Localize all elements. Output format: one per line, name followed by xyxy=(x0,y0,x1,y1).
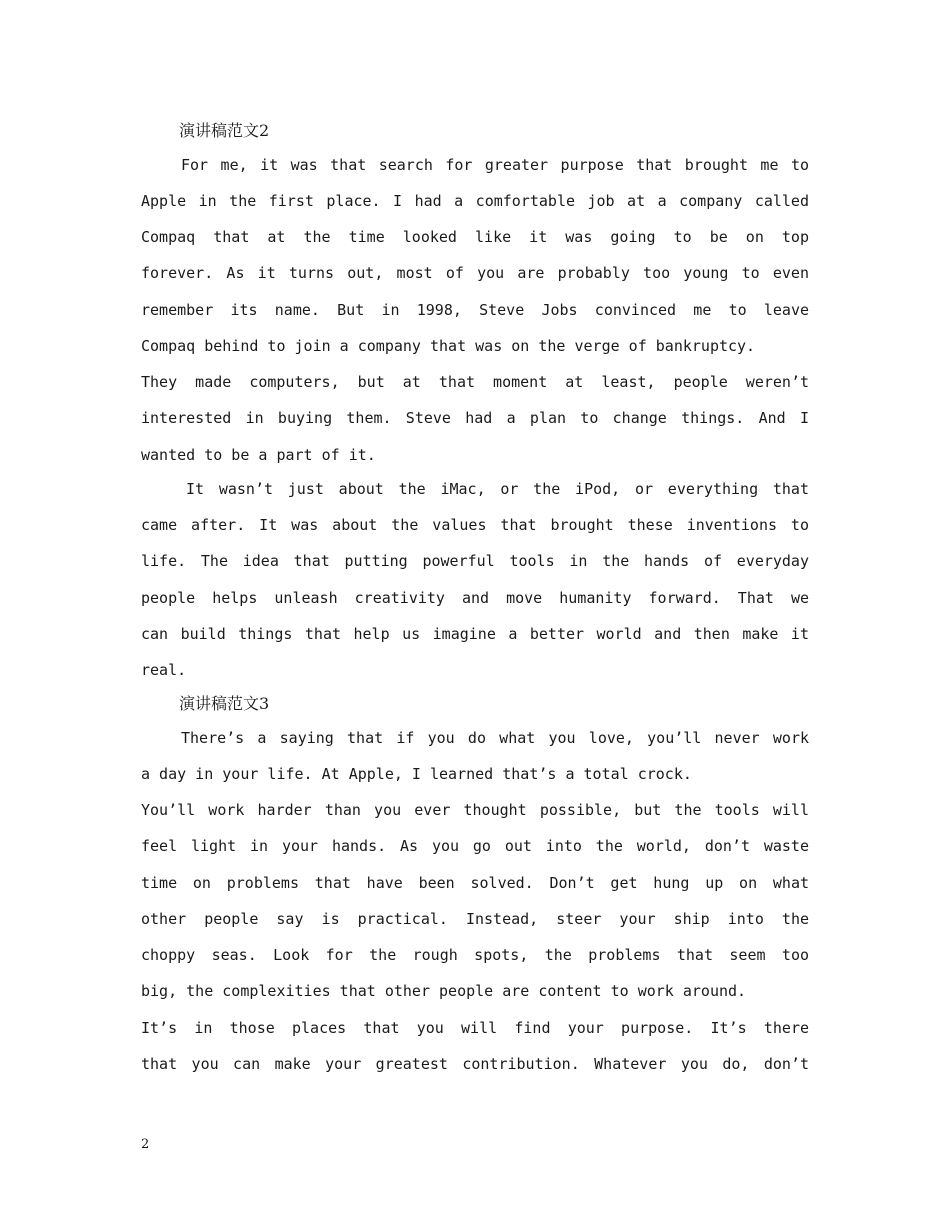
text-line: It wasn’t just about the iMac, or the iPod, or everything that xyxy=(186,480,809,498)
text-line: Apple in the first place. I had a comfortable job at a company called xyxy=(141,192,809,210)
text-line: Compaq that at the time looked like it was going to be on top xyxy=(141,228,809,246)
text-line: They made computers, but at that moment at least, people weren’t xyxy=(141,373,809,391)
text-line: For me, it was that search for greater purpose that brought me to xyxy=(181,156,809,174)
text-line: time on problems that have been solved. Don’t get hung up on what xyxy=(141,874,809,892)
text-line: There’s a saying that if you do what you love, you’ll never work xyxy=(181,729,809,747)
text-line: forever. As it turns out, most of you are probably too young to even xyxy=(141,264,809,282)
text-line: remember its name. But in 1998, Steve Jobs convinced me to leave xyxy=(141,301,809,319)
text-line: other people say is practical. Instead, steer your ship into the xyxy=(141,910,809,928)
text-line: You’ll work harder than you ever thought possible, but the tools will xyxy=(141,801,809,819)
text-line: feel light in your hands. As you go out into the world, don’t waste xyxy=(141,837,809,855)
text-line: choppy seas. Look for the rough spots, the problems that seem too xyxy=(141,946,809,964)
text-line: that you can make your greatest contribution. Whatever you do, don’t xyxy=(141,1055,809,1073)
text-line: people helps unleash creativity and move humanity forward. That we xyxy=(141,589,809,607)
page-number: 2 xyxy=(141,1137,150,1152)
text-line: It’s in those places that you will find your purpose. It’s there xyxy=(141,1019,809,1037)
section-heading: 演讲稿范文3 xyxy=(179,694,270,713)
text-line: wanted to be a part of it. xyxy=(141,446,376,464)
text-line: real. xyxy=(141,661,187,679)
text-line: life. The idea that putting powerful tools in the hands of everyday xyxy=(141,552,809,570)
text-line: big, the complexities that other people are content to work around. xyxy=(141,982,747,1000)
text-line: Compaq behind to join a company that was on the verge of bankruptcy. xyxy=(141,337,756,355)
text-line: came after. It was about the values that brought these inventions to xyxy=(141,516,809,534)
text-line: interested in buying them. Steve had a plan to change things. And I xyxy=(141,409,809,427)
section-heading: 演讲稿范文2 xyxy=(179,121,270,140)
text-line: a day in your life. At Apple, I learned that’s a total crock. xyxy=(141,765,692,783)
text-line: can build things that help us imagine a better world and then make it xyxy=(141,625,809,643)
